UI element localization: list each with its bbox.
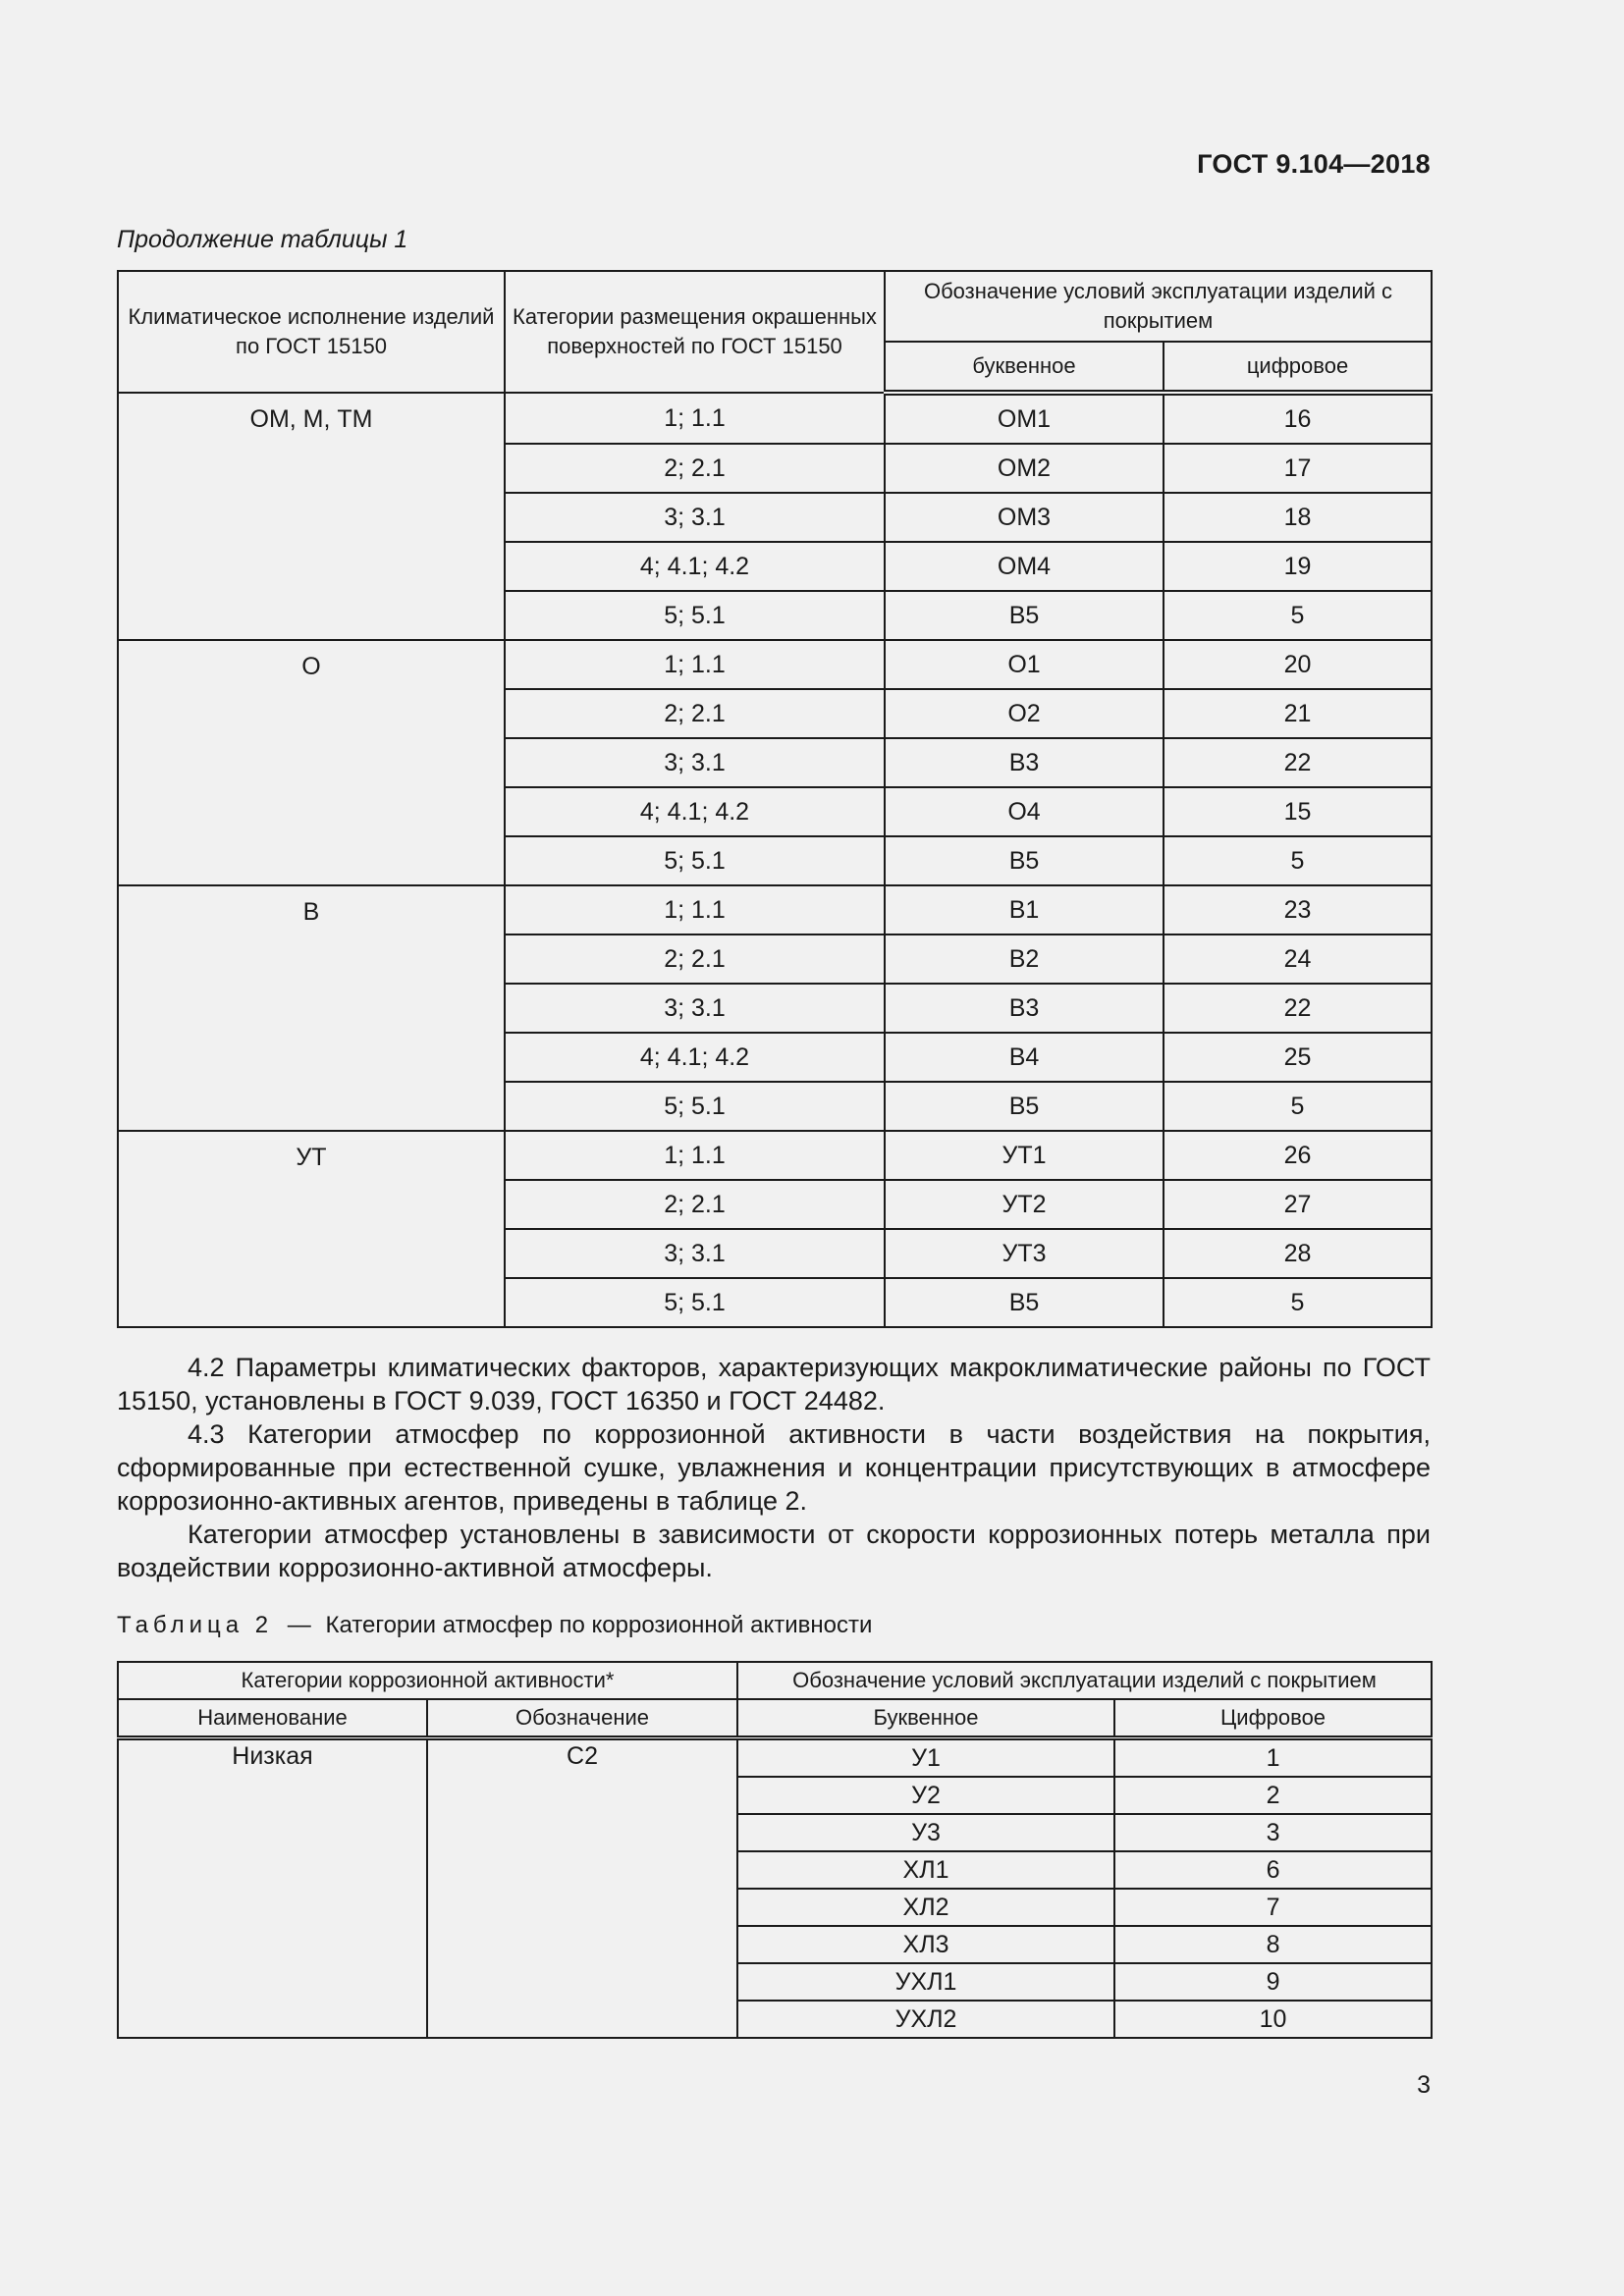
placement-cell: 1; 1.1 <box>505 1131 885 1180</box>
name-cell: Низкая <box>118 1738 427 2039</box>
letter-cell: В5 <box>885 1278 1164 1327</box>
placement-cell: 5; 5.1 <box>505 591 885 640</box>
letter-cell: О1 <box>885 640 1164 689</box>
table-row <box>118 640 1432 689</box>
header-placement: Категории размещения окрашенных поверхностей по ГОСТ 15150 <box>505 271 885 393</box>
header-code: Обозначение <box>427 1699 737 1738</box>
table2-caption-dash: — <box>287 1612 311 1638</box>
table-row <box>118 885 1432 934</box>
paragraph-4-3: 4.3 Категории атмосфер по коррозионной активности в части воздействия на покрытия, сформированные при естественной сушке, увлажнения и концентрации присутствующих в атмосфере коррозионно-активных агентов, приведены в таблице 2. <box>117 1419 1431 1516</box>
digit-cell: 20 <box>1164 640 1432 689</box>
header-letter: буквенное <box>885 342 1164 393</box>
letter-cell: У1 <box>737 1738 1114 1778</box>
table2-subheader-row <box>118 1699 1432 1738</box>
letter-cell: ОМ4 <box>885 542 1164 591</box>
placement-cell: 4; 4.1; 4.2 <box>505 542 885 591</box>
table-row <box>118 393 1432 444</box>
digit-cell: 27 <box>1164 1180 1432 1229</box>
placement-cell: 1; 1.1 <box>505 393 885 444</box>
climate-cell: О <box>118 640 505 885</box>
placement-cell: 1; 1.1 <box>505 885 885 934</box>
placement-cell: 5; 5.1 <box>505 1082 885 1131</box>
letter-cell: О4 <box>885 787 1164 836</box>
placement-cell: 3; 3.1 <box>505 738 885 787</box>
digit-cell: 1 <box>1114 1738 1432 1778</box>
table2-caption-title: Категории атмосфер по коррозионной активности <box>325 1612 873 1638</box>
letter-cell: УХЛ2 <box>737 2001 1114 2038</box>
digit-cell: 17 <box>1164 444 1432 493</box>
digit-cell: 5 <box>1164 1082 1432 1131</box>
digit-cell: 16 <box>1164 393 1432 444</box>
letter-cell: ХЛ1 <box>737 1851 1114 1889</box>
letter-cell: В1 <box>885 885 1164 934</box>
digit-cell: 28 <box>1164 1229 1432 1278</box>
letter-cell: УТ2 <box>885 1180 1164 1229</box>
placement-cell: 3; 3.1 <box>505 1229 885 1278</box>
digit-cell: 5 <box>1164 591 1432 640</box>
header-digit: Цифровое <box>1114 1699 1432 1738</box>
letter-cell: В5 <box>885 1082 1164 1131</box>
placement-cell: 4; 4.1; 4.2 <box>505 787 885 836</box>
letter-cell: У3 <box>737 1814 1114 1851</box>
climate-cell: УТ <box>118 1131 505 1327</box>
digit-cell: 19 <box>1164 542 1432 591</box>
placement-cell: 2; 2.1 <box>505 1180 885 1229</box>
table2-header-row <box>118 1662 1432 1699</box>
digit-cell: 5 <box>1164 1278 1432 1327</box>
table2-caption <box>117 1612 872 1639</box>
header-digit: цифровое <box>1164 342 1432 393</box>
header-climate: Климатическое исполнение изделий по ГОСТ 15150 <box>118 271 505 393</box>
header-name: Наименование <box>118 1699 427 1738</box>
header-letter: Буквенное <box>737 1699 1114 1738</box>
placement-cell: 4; 4.1; 4.2 <box>505 1033 885 1082</box>
header-category: Категории коррозионной активности* <box>118 1662 737 1699</box>
digit-cell: 15 <box>1164 787 1432 836</box>
letter-cell: ОМ3 <box>885 493 1164 542</box>
letter-cell: ХЛ3 <box>737 1926 1114 1963</box>
letter-cell: ОМ1 <box>885 393 1164 444</box>
table-row <box>118 1738 1432 1778</box>
digit-cell: 24 <box>1164 934 1432 984</box>
letter-cell: УТ1 <box>885 1131 1164 1180</box>
digit-cell: 10 <box>1114 2001 1432 2038</box>
digit-cell: 6 <box>1114 1851 1432 1889</box>
placement-cell: 1; 1.1 <box>505 640 885 689</box>
paragraph-categories: Категории атмосфер установлены в зависимости от скорости коррозионных потерь металла при воздействии коррозионно-активной атмосферы. <box>117 1520 1431 1582</box>
table-row <box>118 1131 1432 1180</box>
letter-cell: В5 <box>885 836 1164 885</box>
letter-cell: В5 <box>885 591 1164 640</box>
header-designation: Обозначение условий эксплуатации изделий с покрытием <box>737 1662 1432 1699</box>
table2-caption-label: Таблица 2 <box>117 1612 274 1638</box>
digit-cell: 23 <box>1164 885 1432 934</box>
placement-cell: 3; 3.1 <box>505 984 885 1033</box>
body-text <box>117 1351 1431 1584</box>
table-1 <box>117 270 1433 1328</box>
letter-cell: В2 <box>885 934 1164 984</box>
placement-cell: 2; 2.1 <box>505 934 885 984</box>
digit-cell: 26 <box>1164 1131 1432 1180</box>
document-id: ГОСТ 9.104—2018 <box>1197 149 1431 179</box>
placement-cell: 5; 5.1 <box>505 1278 885 1327</box>
climate-cell: ОМ, М, ТМ <box>118 393 505 640</box>
header-designation: Обозначение условий эксплуатации изделий с покрытием <box>885 271 1432 342</box>
digit-cell: 21 <box>1164 689 1432 738</box>
letter-cell: О2 <box>885 689 1164 738</box>
digit-cell: 8 <box>1114 1926 1432 1963</box>
letter-cell: В4 <box>885 1033 1164 1082</box>
table-2 <box>117 1661 1433 2039</box>
placement-cell: 2; 2.1 <box>505 444 885 493</box>
page-number: 3 <box>1417 2071 1431 2099</box>
letter-cell: ХЛ2 <box>737 1889 1114 1926</box>
letter-cell: В3 <box>885 984 1164 1033</box>
code-cell: С2 <box>427 1738 737 2039</box>
table1-header-row <box>118 271 1432 342</box>
climate-cell: В <box>118 885 505 1131</box>
paragraph-4-2: 4.2 Параметры климатических факторов, характеризующих макроклиматические районы по ГОСТ 15150, установлены в ГОСТ 9.039, ГОСТ 16350 и ГОСТ 24482. <box>117 1353 1431 1415</box>
letter-cell: УХЛ1 <box>737 1963 1114 2001</box>
letter-cell: УТ3 <box>885 1229 1164 1278</box>
digit-cell: 7 <box>1114 1889 1432 1926</box>
digit-cell: 18 <box>1164 493 1432 542</box>
placement-cell: 5; 5.1 <box>505 836 885 885</box>
digit-cell: 2 <box>1114 1777 1432 1814</box>
digit-cell: 25 <box>1164 1033 1432 1082</box>
placement-cell: 3; 3.1 <box>505 493 885 542</box>
digit-cell: 9 <box>1114 1963 1432 2001</box>
digit-cell: 3 <box>1114 1814 1432 1851</box>
digit-cell: 22 <box>1164 738 1432 787</box>
digit-cell: 22 <box>1164 984 1432 1033</box>
placement-cell: 2; 2.1 <box>505 689 885 738</box>
letter-cell: У2 <box>737 1777 1114 1814</box>
letter-cell: ОМ2 <box>885 444 1164 493</box>
digit-cell: 5 <box>1164 836 1432 885</box>
letter-cell: В3 <box>885 738 1164 787</box>
table1-caption: Продолжение таблицы 1 <box>117 226 408 253</box>
